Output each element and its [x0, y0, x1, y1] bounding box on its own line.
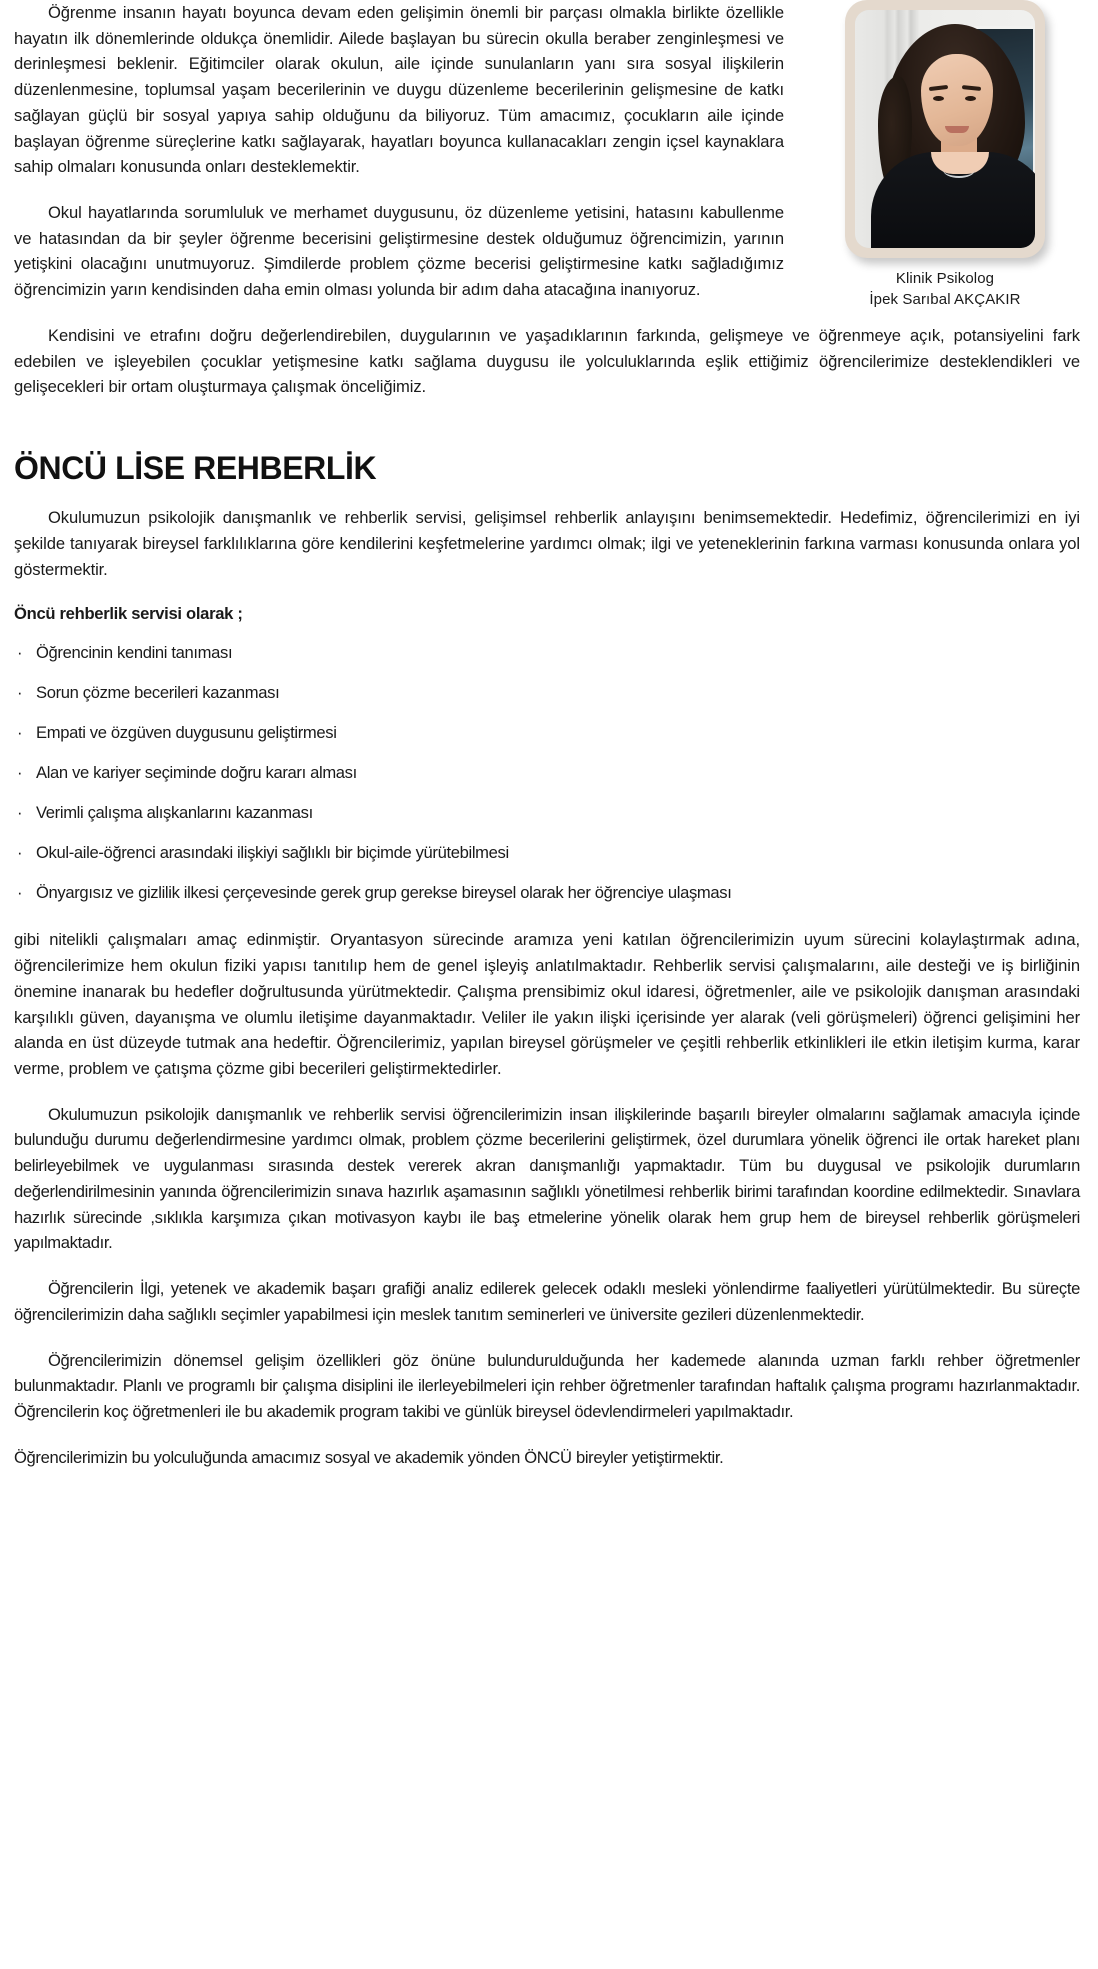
section-closing-paragraph: Öğrencilerimizin bu yolculuğunda amacımız sosyal ve akademik yönden ÖNCÜ bireyler yetiştirmektir. — [14, 1447, 724, 1467]
list-item-label: Okul-aile-öğrenci arasındaki ilişkiyi sağlıklı bir biçimde yürütebilmesi — [36, 843, 509, 863]
list-item-label: Önyargısız ve gizlilik ilkesi çerçevesinde gerek grup gerekse bireysel olarak her öğrenciye ulaşması — [36, 883, 732, 903]
list-item-label: Alan ve kariyer seçiminde doğru kararı alması — [36, 763, 357, 783]
list-item-label: Öğrencinin kendini tanıması — [36, 643, 233, 663]
portrait-caption-name: İpek Sarıbal AKÇAKIR — [869, 291, 1021, 309]
bullet-icon: · — [17, 763, 23, 783]
intro-paragraph-2: Okul hayatlarında sorumluluk ve merhamet duygusunu, öz düzenleme yetisini, hatasını kabullenme ve hatasından da bir şeyler öğrenme becerisini geliştirmesine destek olduğumuz öğrencimizin, yarının yetişkini olacağını unutmuyoruz. Şimdilerde problem çözme becerisi geliştirmesine katkı sağladığımız öğrencimizin yarın kendisinden daha emin olması yolunda bir adım daha atacağına inanıyoruz. — [14, 203, 784, 300]
list-item — [14, 761, 1080, 785]
intro-paragraph-3: Kendisini ve etrafını doğru değerlendirebilen, duygularının ve yaşadıklarının farkında, gelişmeye ve öğrenmeye açık, potansiyelini fark edebilen ve işleyebilen çocuklar yetişmesine katkı sağlama duygusu ile yolculuklarında eşlik ettiğimiz öğrencilerimize desteklendikleri ve gelişecekleri bir ortam oluşturmaya çalışmak önceliğimiz. — [14, 325, 1080, 397]
portrait-necklace — [943, 162, 975, 178]
intro-paragraph-1: Öğrenme insanın hayatı boyunca devam eden gelişimin önemli bir parçası olmakla birlikte özellikle hayatın ilk dönemlerinde oldukça önemlidir. Ailede başlayan bu sürecin okulla beraber zenginleşmesi ve derinleşmesi beklenir. Eğitimciler olarak okulun, aile içinde sunulanların yanı sıra sosyal ilişkilerin düzenlenmesine, toplumsal yaşam becerilerinin ve duygu düzenleme becerilerinin gelişmesine de katkı sağlayan güçlü bir sosyal yapıya sahip olduğunu da biliyoruz. Tüm amacımız, çocukların aile içinde başlayan öğrenme süreçlerine katkı sağlayarak, hayatları boyunca kullanacakları zengin içsel kaynaklara sahip olmaları konusunda onları desteklemektir. — [14, 3, 784, 177]
portrait-eye-right — [965, 96, 976, 101]
section-heading: ÖNCÜ LİSE REHBERLİK — [14, 450, 377, 487]
section-paragraph-2: Okulumuzun psikolojik danışmanlık ve rehberlik servisi öğrencilerimizin insan ilişkilerinde başarılı bireyler olmalarını sağlamak amacıyla içinde bulunduğu durumu değerlendirmesine yardımcı olmak, problem çözme becerilerini geliştirmek, özel durumlara yönelik öğrenci ile ortak hareket planı belirleyebilmek ve uygulanması sırasında destek vererek akran danışmanlığı yapmaktadır. Tüm bu duygusal ve psikolojik durumların değerlendirilmesinin yanında öğrencilerimizin sınava hazırlık aşamasının sağlıklı yönetilmesi rehberlik birimi tarafından koordine edilmektedir. Sınavlara hazırlık sürecinde ,sıklıkla karşımıza çıkan motivasyon kaybı ile baş etmelerine yönelik olarak hem grup hem de bireysel rehberlik görüşmeleri yapılmaktadır. — [14, 1104, 1080, 1253]
section-opening-paragraph: Okulumuzun psikolojik danışmanlık ve rehberlik servisi, gelişimsel rehberlik anlayışını benimsemektedir. Hedefimiz, öğrencilerimizi en iyi şekilde tanıyarak bireysel farklılıklarına göre kendilerini keşfetmelerine yardımcı olmak; ilgi ve yeteneklerinin farkına varması konusunda onlara yol göstermektir. — [14, 508, 1080, 579]
bullet-icon: · — [17, 683, 23, 703]
bullet-icon: · — [17, 643, 23, 663]
bullet-icon: · — [17, 843, 23, 863]
portrait-caption — [810, 268, 1080, 311]
guidance-section — [0, 505, 1098, 1470]
portrait-photo — [855, 10, 1035, 248]
bullet-icon: · — [17, 803, 23, 823]
bullet-list-lead-in: Öncü rehberlik servisi olarak ; — [14, 604, 243, 624]
list-item — [14, 641, 1080, 665]
list-item — [14, 841, 1080, 865]
portrait-frame — [845, 0, 1045, 258]
guidance-goals-list — [14, 641, 1080, 905]
list-item — [14, 681, 1080, 705]
portrait-figure — [810, 0, 1080, 311]
section-paragraph-4: Öğrencilerimizin dönemsel gelişim özellikleri göz önüne bulundurulduğunda her kademede alanında uzman farklı rehber öğretmenler bulunmaktadır. Planlı ve programlı bir çalışma disiplini ile ilerleyebilmeleri için rehber öğretmenler tarafından haftalık çalışma programı hazırlanmaktadır. Öğrencilerin koç öğretmenleri ile bu akademik program takibi ve günlük bireysel ödevlendirmeleri yapılmaktadır. — [14, 1350, 1080, 1421]
intro-section — [0, 0, 1098, 420]
list-item — [14, 721, 1080, 745]
list-item-label: Verimli çalışma alışkanlarını kazanması — [36, 803, 313, 823]
bullet-icon: · — [17, 883, 23, 903]
list-item — [14, 801, 1080, 825]
list-item-label: Sorun çözme becerileri kazanması — [36, 683, 280, 703]
list-item-label: Empati ve özgüven duygusunu geliştirmesi — [36, 723, 337, 743]
bullet-icon: · — [17, 723, 23, 743]
portrait-eye-left — [933, 96, 944, 101]
portrait-caption-title: Klinik Psikolog — [895, 270, 995, 287]
section-paragraph-3: Öğrencilerin İlgi, yetenek ve akademik başarı grafiği analiz edilerek gelecek odaklı mesleki yönlendirme faaliyetleri yürütülmektedir. Bu süreçte öğrencilerimizin daha sağlıklı seçimler yapabilmesi için meslek tanıtım seminerleri ve üniversite gezileri düzenlenmektedir. — [14, 1279, 1080, 1324]
section-paragraph-1: gibi nitelikli çalışmaları amaç edinmiştir. Oryantasyon sürecinde aramıza yeni katılan öğrencilerimizin uyum sürecini kolaylaştırmak adına, öğrencilerimize hem okulun fiziki yapısı tanıtılıp hem de genel işleyiş anlatılmaktadır. Rehberlik servisi çalışmalarını, aile desteği ve iş birliğinin önemine inanarak bu hedefler doğrultusunda yürütmektedir. Çalışma prensibimiz okul idaresi, öğretmenler, aile ve psikolojik danışman arasındaki karşılıklı güven, dayanışma ve olumlu iletişime dayanmaktadır. Veliler ile yakın ilişki içerisinde yer alarak (veli görüşmeleri) öğrenci gelişimini her alanda en üst düzeyde tutmak ana hedeftir. Öğrencilerimiz, yapılan bireysel görüşmeler ve çeşitli rehberlik etkinlikleri ile etkin iletişim kurma, karar verme, problem ve çatışma çözme gibi becerileri geliştirmektedirler. — [14, 930, 1080, 1079]
list-item — [14, 881, 1080, 905]
portrait-mouth — [945, 126, 969, 133]
